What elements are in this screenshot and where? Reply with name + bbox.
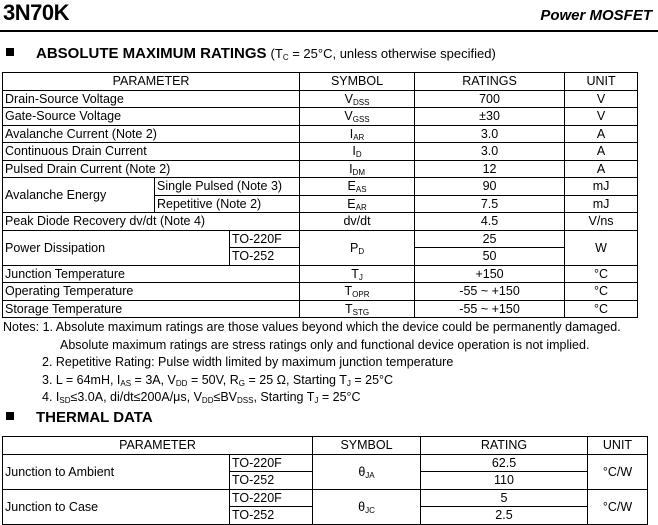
part-number: 3N70K — [3, 0, 69, 25]
note-1-continued: Absolute maximum ratings are stress ratings only and functional device operation is not implied. — [60, 337, 590, 352]
table-row: Avalanche Current (Note 2) $I_{AR}$ 3.0 A — [3, 125, 638, 143]
note-3: 3. L = 64mH, $I_{AS} = 3A$, $V_{DD} = 50V$, $R_G = 25$ Ω, Starting $T_J = 25^\circ C$ — [42, 372, 394, 388]
col-symbol: SYMBOL — [300, 73, 415, 91]
bullet-square-icon — [6, 412, 14, 420]
table-row: Pulsed Drain Current (Note 2) $I_{DM}$ 12 A — [3, 160, 638, 178]
table-row: Power Dissipation TO-220F $P_D$ 25 W — [3, 230, 638, 248]
col-parameter: PARAMETER — [3, 73, 300, 91]
note-2: 2. Repetitive Rating: Pulse width limited by maximum junction temperature — [42, 355, 454, 370]
col-ratings: RATINGS — [415, 73, 565, 91]
table-row: Junction to Case TO-220F $\theta_{JC}$ 5 °C/W — [3, 489, 648, 507]
abs-max-table — [2, 72, 638, 318]
table-row: Repetitive (Note 2) $E_{AR}$ 7.5 mJ — [3, 195, 638, 213]
product-type: Power MOSFET — [540, 7, 652, 24]
abs-max-title: ABSOLUTE MAXIMUM RATINGS ($T_C = 25^\circ C$, unless otherwise specified) — [6, 45, 496, 62]
page-header — [0, 0, 658, 30]
table-row: TO-252 2.5 — [3, 507, 648, 525]
col-symbol: SYMBOL — [313, 437, 421, 455]
col-parameter: PARAMETER — [3, 437, 313, 455]
notes — [3, 319, 621, 407]
table-row: Junction to Ambient TO-220F $\theta_{JA}$ 62.5 °C/W — [3, 454, 648, 472]
table-row: Junction Temperature $T_J$ +150 °C — [3, 265, 638, 283]
bullet-square-icon — [6, 48, 14, 56]
note-1: Notes: 1. Absolute maximum ratings are those values beyond which the device could be permanently damaged. — [3, 320, 621, 334]
thermal-table — [2, 436, 648, 525]
table-header-row — [3, 437, 648, 455]
table-row: TO-252 50 — [3, 248, 638, 266]
col-unit: UNIT — [565, 73, 638, 91]
table-header-row — [3, 73, 638, 91]
col-rating: RATING — [421, 437, 588, 455]
table-row: TO-252 110 — [3, 472, 648, 490]
table-row: Operating Temperature $T_{OPR}$ -55 ~ +150 °C — [3, 283, 638, 301]
thermal-title: THERMAL DATA — [6, 409, 153, 426]
table-row: Storage Temperature $T_{STG}$ -55 ~ +150 °C — [3, 300, 638, 318]
header-rule — [0, 30, 658, 32]
col-unit: UNIT — [588, 437, 648, 455]
note-4: 4. $I_{SD}\le 3.0A$, di/dt≤200A/μs, $V_{DD}\le BV_{DSS}$, Starting $T_J = 25^\circ C$ — [42, 390, 361, 406]
table-row: Drain-Source Voltage $V_{DSS}$ 700 V — [3, 90, 638, 108]
table-row: Peak Diode Recovery dv/dt (Note 4) dv/dt 4.5 V/ns — [3, 213, 638, 231]
table-row: Gate-Source Voltage $V_{GSS}$ ±30 V — [3, 108, 638, 126]
table-row: Continuous Drain Current $I_D$ 3.0 A — [3, 143, 638, 161]
table-row: Avalanche Energy Single Pulsed (Note 3) $E_{AS}$ 90 mJ — [3, 178, 638, 196]
abs-max-condition: ($T_C = 25^\circ C$, unless otherwise specified) — [270, 46, 496, 62]
